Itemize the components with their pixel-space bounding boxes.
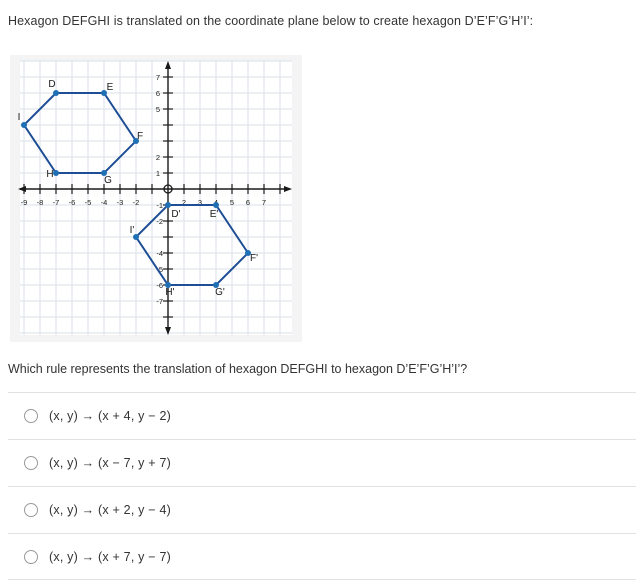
svg-text:-7: -7 <box>52 198 60 207</box>
svg-text:-1: -1 <box>156 201 163 210</box>
vertex-label-G-prime: G' <box>215 287 225 298</box>
svg-text:-4: -4 <box>156 249 163 258</box>
svg-text:-6: -6 <box>156 281 163 290</box>
svg-text:5: 5 <box>155 105 160 114</box>
svg-text:-6: -6 <box>68 198 76 207</box>
question-text: Which rule represents the translation of hexagon DEFGHI to hexagon D’E’F’G’H’I’? <box>8 362 468 376</box>
choice-label: (x, y) → (x − 7, y + 7) <box>49 456 171 470</box>
graph-canvas <box>10 55 302 342</box>
svg-text:-5: -5 <box>84 198 92 207</box>
svg-text:-8: -8 <box>36 198 44 207</box>
svg-text:-7: -7 <box>156 297 163 306</box>
vertex-label-F-prime: F' <box>249 253 259 264</box>
svg-text:-3: -3 <box>116 198 124 207</box>
choice-label: (x, y) → (x + 7, y − 7) <box>49 549 171 564</box>
svg-text:2: 2 <box>155 153 160 162</box>
vertex-label-D: D <box>48 79 56 90</box>
radio-button-icon[interactable] <box>24 550 38 564</box>
vertex-label-E-prime: E' <box>209 209 219 220</box>
prompt-text: Hexagon DEFGHI is translated on the coordinate plane below to create hexagon D’E’F’G’H’I’: <box>8 14 534 28</box>
vertex-label-H: H <box>46 169 54 180</box>
vertex-label-I: I <box>17 112 21 123</box>
svg-text:-4: -4 <box>100 198 108 207</box>
vertex-label-I-prime: I' <box>129 225 135 236</box>
svg-text:6: 6 <box>245 198 251 207</box>
coordinate-plane-figure <box>10 55 302 342</box>
svg-text:3: 3 <box>197 198 203 207</box>
radio-button-icon[interactable] <box>24 503 38 517</box>
svg-text:7: 7 <box>155 73 160 82</box>
choice-option[interactable] <box>8 439 636 486</box>
radio-button-icon[interactable] <box>24 456 38 470</box>
coordinate-grid-svg <box>10 55 302 342</box>
svg-text:2: 2 <box>181 198 187 207</box>
choice-option[interactable] <box>8 392 636 439</box>
choice-label: (x, y) → (x + 4, y − 2) <box>49 409 171 423</box>
svg-text:-2: -2 <box>156 217 163 226</box>
vertex-label-H-prime: H' <box>165 287 175 298</box>
svg-text:-9: -9 <box>20 198 28 207</box>
vertex-label-D-prime: D' <box>171 209 181 220</box>
svg-text:7: 7 <box>261 198 267 207</box>
answer-choices <box>8 392 636 580</box>
choice-option[interactable] <box>8 533 636 580</box>
vertex-label-G: G <box>104 175 112 186</box>
svg-text:5: 5 <box>229 198 235 207</box>
svg-text:-5: -5 <box>156 265 163 274</box>
svg-text:-2: -2 <box>132 198 140 207</box>
svg-text:6: 6 <box>155 89 160 98</box>
choice-option[interactable] <box>8 486 636 533</box>
vertex-label-E: E <box>106 82 114 93</box>
vertex-label-F: F <box>136 131 144 142</box>
radio-button-icon[interactable] <box>24 409 38 423</box>
svg-text:1: 1 <box>155 169 160 178</box>
choice-label: (x, y) → (x + 2, y − 4) <box>49 503 171 517</box>
